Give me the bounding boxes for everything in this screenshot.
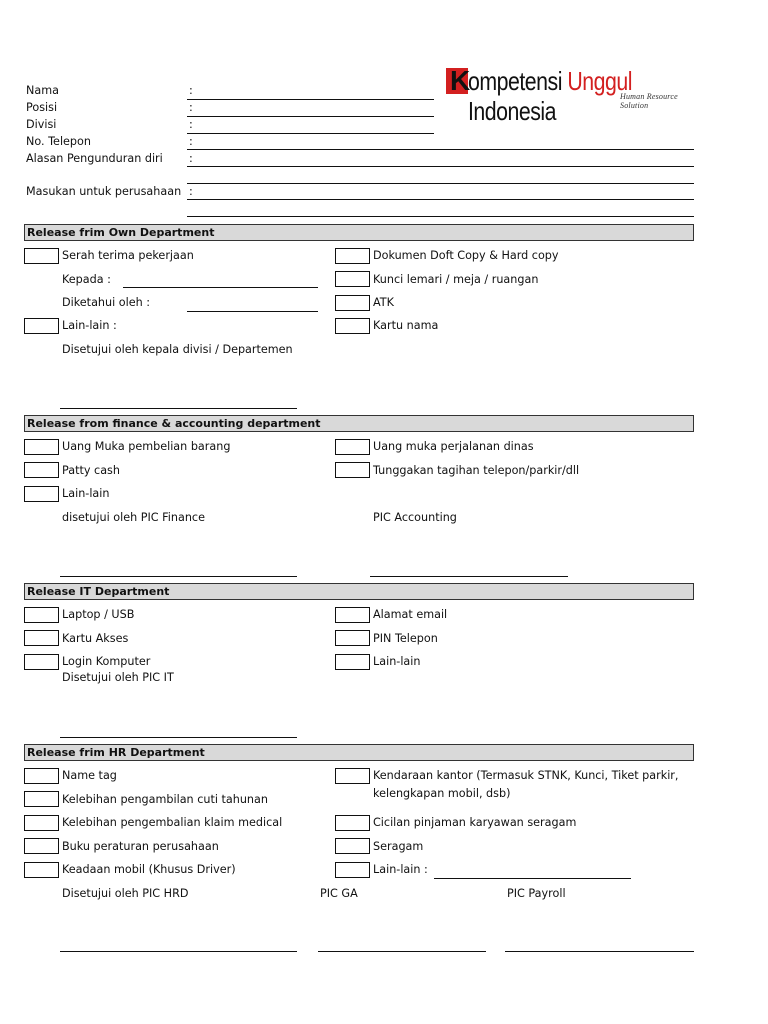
checkbox-tunggakan[interactable]	[335, 462, 370, 478]
company-logo	[446, 65, 696, 126]
label-diketahui: Diketahui oleh :	[62, 296, 151, 309]
label-lain-lain-finance: Lain-lain	[62, 487, 110, 500]
nama-input-line[interactable]	[187, 99, 434, 100]
label-pin-telepon: PIN Telepon	[373, 632, 438, 645]
label-disetujui-finance: disetujui oleh PIC Finance	[62, 511, 205, 524]
field-label-divisi: Divisi	[26, 118, 57, 131]
label-uang-muka-dinas: Uang muka perjalanan dinas	[373, 440, 534, 453]
label-login-komputer: Login Komputer	[62, 655, 151, 668]
field-colon: :	[189, 101, 193, 114]
label-uang-muka-barang: Uang Muka pembelian barang	[62, 440, 231, 453]
label-lain-lain-it: Lain-lain	[373, 655, 421, 668]
label-atk: ATK	[373, 296, 394, 309]
checkbox-alamat-email[interactable]	[335, 607, 370, 623]
logo-k-letter: K	[450, 65, 471, 96]
checkbox-buku-peraturan[interactable]	[24, 838, 59, 854]
field-colon: :	[189, 84, 193, 97]
checkbox-patty-cash[interactable]	[24, 462, 59, 478]
field-label-masukan: Masukan untuk perusahaan	[26, 185, 182, 198]
checkbox-lain-lain-own[interactable]	[24, 318, 59, 334]
masukan-input-line[interactable]	[187, 199, 694, 200]
label-lain-lain-own: Lain-lain :	[62, 319, 117, 332]
logo-word-3: Indonesia	[468, 96, 557, 126]
signature-line-hrd[interactable]	[60, 951, 297, 952]
divisi-input-line[interactable]	[187, 133, 434, 134]
label-klaim-medical: Kelebihan pengembalian klaim medical	[62, 816, 283, 829]
checkbox-kendaraan-kantor[interactable]	[335, 768, 370, 784]
field-colon: :	[189, 152, 193, 165]
label-patty-cash: Patty cash	[62, 464, 120, 477]
lain-lain-hr-input-line[interactable]	[434, 878, 631, 879]
checkbox-klaim-medical[interactable]	[24, 815, 59, 831]
label-cuti-tahunan: Kelebihan pengambilan cuti tahunan	[62, 793, 268, 806]
checkbox-lain-lain-it[interactable]	[335, 654, 370, 670]
field-label-alasan: Alasan Pengunduran diri	[26, 152, 163, 165]
checkbox-atk[interactable]	[335, 295, 370, 311]
section-it: Release IT Department	[24, 583, 694, 600]
label-kepada: Kepada :	[62, 273, 111, 286]
diketahui-input-line[interactable]	[187, 311, 318, 312]
checkbox-pin-telepon[interactable]	[335, 630, 370, 646]
signature-line-it[interactable]	[60, 737, 297, 738]
label-pic-payroll: PIC Payroll	[507, 887, 566, 900]
label-disetujui-it: Disetujui oleh PIC IT	[62, 671, 174, 684]
label-cicilan: Cicilan pinjaman karyawan seragam	[373, 816, 577, 829]
signature-line-accounting[interactable]	[370, 576, 568, 577]
label-buku-peraturan: Buku peraturan perusahaan	[62, 840, 219, 853]
checkbox-seragam[interactable]	[335, 838, 370, 854]
signature-line-kepala[interactable]	[60, 408, 297, 409]
checkbox-uang-muka-dinas[interactable]	[335, 439, 370, 455]
checkbox-kartu-nama[interactable]	[335, 318, 370, 334]
section-own-department: Release frim Own Department	[24, 224, 694, 241]
logo-word-2: Unggul	[567, 66, 632, 96]
field-label-posisi: Posisi	[26, 101, 58, 114]
label-pic-hrd: Disetujui oleh PIC HRD	[62, 887, 189, 900]
posisi-input-line[interactable]	[187, 116, 434, 117]
checkbox-kartu-akses[interactable]	[24, 630, 59, 646]
label-tunggakan: Tunggakan tagihan telepon/parkir/dll	[373, 464, 580, 477]
checkbox-cicilan[interactable]	[335, 815, 370, 831]
label-kendaraan-kantor-2: kelengkapan mobil, dsb)	[373, 787, 511, 800]
checkbox-dokumen[interactable]	[335, 248, 370, 264]
checkbox-login-komputer[interactable]	[24, 654, 59, 670]
field-label-telepon: No. Telepon	[26, 135, 91, 148]
section-hr: Release frim HR Department	[24, 744, 694, 761]
label-name-tag: Name tag	[62, 769, 117, 782]
label-kendaraan-kantor: Kendaraan kantor (Termasuk STNK, Kunci, Tiket parkir,	[373, 769, 679, 782]
label-disetujui-kepala: Disetujui oleh kepala divisi / Departemen	[62, 343, 293, 356]
label-dokumen: Dokumen Doft Copy & Hard copy	[373, 249, 559, 262]
label-kartu-akses: Kartu Akses	[62, 632, 129, 645]
checkbox-kunci[interactable]	[335, 271, 370, 287]
label-pic-ga: PIC GA	[320, 887, 358, 900]
label-kunci: Kunci lemari / meja / ruangan	[373, 273, 539, 286]
logo-tagline: Human Resource Solution	[620, 92, 678, 110]
label-kartu-nama: Kartu nama	[373, 319, 439, 332]
telepon-input-line[interactable]	[187, 149, 694, 150]
checkbox-cuti-tahunan[interactable]	[24, 791, 59, 807]
logo-word-1: ompetensi	[468, 66, 562, 96]
label-seragam: Seragam	[373, 840, 424, 853]
alasan-input-line-2[interactable]	[187, 183, 694, 184]
label-laptop: Laptop / USB	[62, 608, 135, 621]
label-serah-terima: Serah terima pekerjaan	[62, 249, 194, 262]
checkbox-uang-muka-barang[interactable]	[24, 439, 59, 455]
field-colon: :	[189, 135, 193, 148]
signature-line-finance[interactable]	[60, 576, 297, 577]
field-label-nama: Nama	[26, 84, 59, 97]
checkbox-serah-terima[interactable]	[24, 248, 59, 264]
checkbox-name-tag[interactable]	[24, 768, 59, 784]
label-pic-accounting: PIC Accounting	[373, 511, 457, 524]
checkbox-lain-lain-hr[interactable]	[335, 862, 370, 878]
field-colon: :	[189, 118, 193, 131]
field-colon: :	[189, 185, 193, 198]
checkbox-keadaan-mobil[interactable]	[24, 862, 59, 878]
alasan-input-line[interactable]	[187, 166, 694, 167]
masukan-input-line-2[interactable]	[187, 216, 694, 217]
kepada-input-line[interactable]	[123, 287, 318, 288]
section-finance: Release from finance & accounting department	[24, 415, 694, 432]
checkbox-laptop[interactable]	[24, 607, 59, 623]
signature-line-payroll[interactable]	[505, 951, 694, 952]
signature-line-ga[interactable]	[318, 951, 486, 952]
label-lain-lain-hr: Lain-lain :	[373, 863, 428, 876]
label-alamat-email: Alamat email	[373, 608, 448, 621]
checkbox-lain-lain-finance[interactable]	[24, 486, 59, 502]
label-keadaan-mobil: Keadaan mobil (Khusus Driver)	[62, 863, 236, 876]
